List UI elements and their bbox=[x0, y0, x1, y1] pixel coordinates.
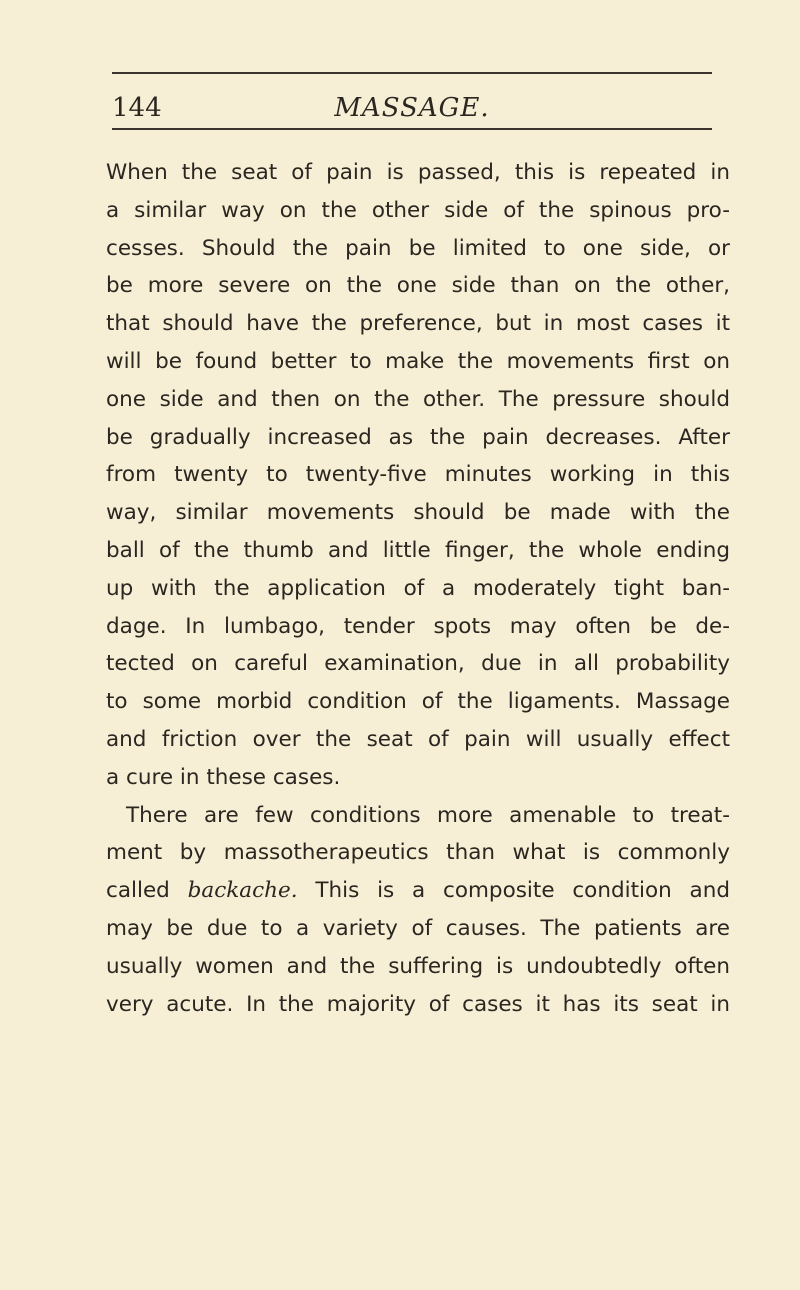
text-line-with-emphasis bbox=[106, 872, 730, 910]
running-head: MASSAGE. bbox=[334, 93, 490, 123]
text-line: be more severe on the one side than on the other, bbox=[106, 273, 730, 299]
paragraph-1 bbox=[106, 154, 730, 797]
page-number: 144 bbox=[112, 93, 162, 123]
text-line: cesses. Should the pain be limited to one side, or bbox=[106, 235, 730, 261]
text-line: will be found better to make the movements first on bbox=[106, 348, 730, 374]
text-line: tected on careful examination, due in all probability bbox=[106, 651, 730, 677]
header-rule-bottom bbox=[112, 128, 712, 130]
text-line: dage. In lumbago, tender spots may often be de- bbox=[106, 613, 730, 639]
text-line: one side and then on the other. The pressure should bbox=[106, 386, 730, 412]
text-line: be gradually increased as the pain decreases. After bbox=[106, 424, 730, 450]
text-run: called bbox=[106, 878, 188, 904]
page-header bbox=[112, 92, 712, 128]
text-line: usually women and the suffering is undoubtedly often bbox=[106, 953, 730, 979]
text-line: When the seat of pain is passed, this is repeated in bbox=[106, 160, 730, 185]
paragraph-2 bbox=[106, 797, 730, 1024]
text-line: a similar way on the other side of the spinous pro- bbox=[106, 197, 730, 223]
text-run: This is a composite condition and bbox=[297, 878, 731, 904]
text-line: and friction over the seat of pain will usually effect bbox=[106, 726, 730, 752]
text-line: way, similar movements should be made with the bbox=[106, 500, 730, 526]
text-line: ball of the thumb and little finger, the whole ending bbox=[106, 537, 730, 563]
text-line: up with the application of a moderately tight ban- bbox=[106, 575, 730, 601]
header-rule-top bbox=[112, 72, 712, 74]
text-line: may be due to a variety of causes. The patients are bbox=[106, 915, 730, 941]
text-line: ment by massotherapeutics than what is commonly bbox=[106, 840, 730, 866]
text-line: very acute. In the majority of cases it has its seat in bbox=[106, 991, 730, 1017]
text-line: to some morbid condition of the ligaments. Massage bbox=[106, 689, 730, 715]
text-line: that should have the preference, but in most cases it bbox=[106, 311, 730, 337]
text-line: a cure in these cases. bbox=[106, 764, 341, 790]
text-line: from twenty to twenty-five minutes working in this bbox=[106, 462, 730, 488]
text-line: There are few conditions more amenable to treat- bbox=[126, 802, 730, 828]
emphasized-term: backache. bbox=[187, 878, 298, 904]
body-text bbox=[106, 154, 730, 1023]
